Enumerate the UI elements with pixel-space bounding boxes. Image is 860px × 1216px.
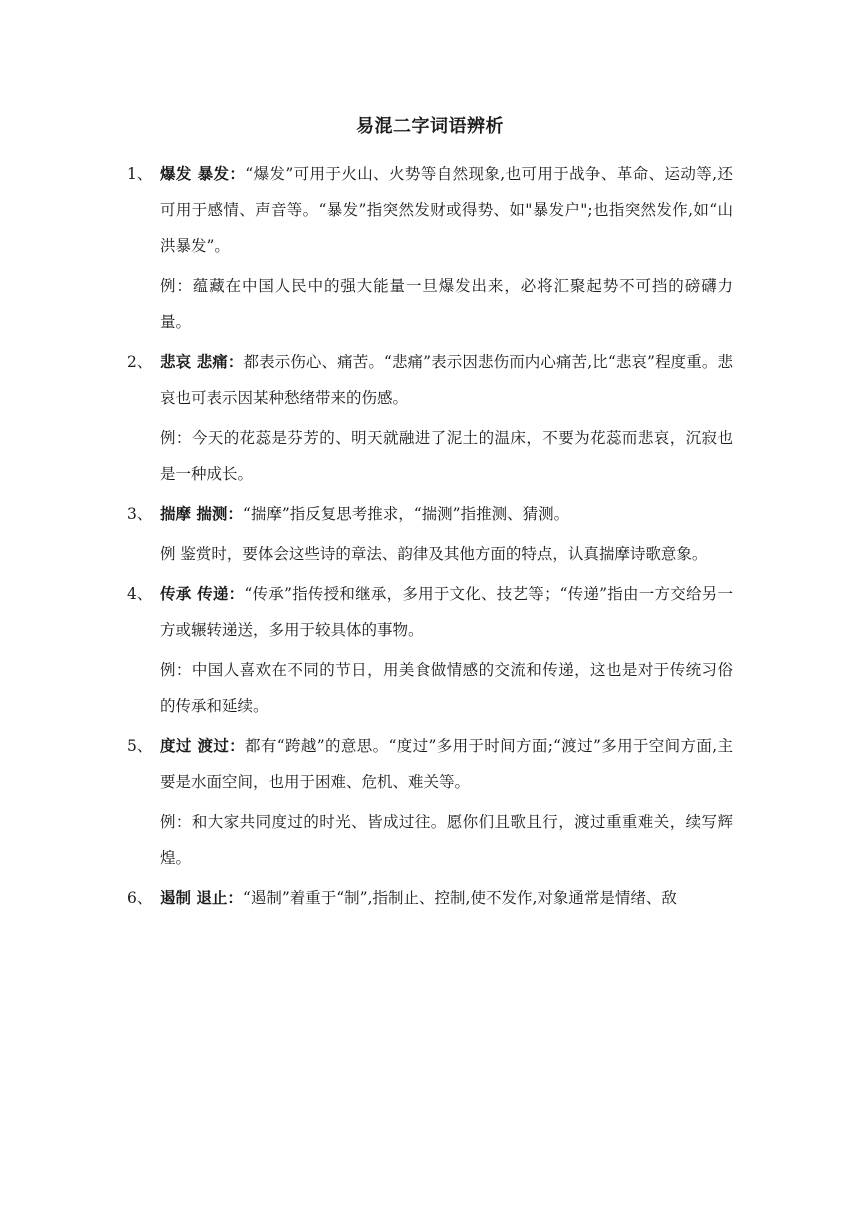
- entry-definition-text: 都表示伤心、痛苦。“悲痛”表示因悲伤而内心痛苦,比“悲哀”程度重。悲哀也可表示因某种愁绪带来的伤感。: [160, 353, 733, 407]
- entry-definition: [160, 576, 733, 648]
- entry-example: 例：今天的花蕊是芬芳的、明天就融进了泥土的温床，不要为花蕊而悲哀，沉寂也是一种成长。: [160, 429, 733, 483]
- entry-definition-text: “遏制”着重于“制”,指制止、控制,使不发作,对象通常是情绪、敌: [242, 889, 677, 907]
- entry-definition-text: “爆发”可用于火山、火势等自然现象,也可用于战争、革命、运动等,还可用于感情、声音等。“暴发”指突然发财或得势、如"暴发户";也指突然发作,如“山洪暴发”。: [160, 165, 733, 255]
- entry-definition: [160, 156, 733, 264]
- entry-4: [127, 576, 733, 724]
- entry-6: [127, 880, 733, 916]
- entry-number: 5、: [127, 737, 153, 755]
- entry-definition-text: 都有“跨越”的意思。“度过”多用于时间方面;“渡过”多用于空间方面,主要是水面空间，也用于困难、危机、难关等。: [160, 737, 733, 791]
- entry-term: 度过 渡过：: [160, 736, 246, 755]
- entry-number: 1、: [127, 165, 153, 183]
- entry-definition-text: “传承”指传授和继承，多用于文化、技艺等；“传递”指由一方交给另一方或辗转递送，多用于较具体的事物。: [160, 585, 733, 639]
- entry-1: [127, 156, 733, 340]
- entry-term: 爆发 暴发：: [160, 164, 246, 183]
- entry-example: 例：和大家共同度过的时光、皆成过往。愿你们且歌且行，渡过重重难关，续写辉煌。: [160, 813, 733, 867]
- entry-example: 例 鉴赏时，要体会这些诗的章法、韵律及其他方面的特点，认真揣摩诗歌意象。: [160, 545, 708, 563]
- entry-5: [127, 728, 733, 876]
- entry-term: 悲哀 悲痛：: [160, 352, 244, 371]
- entry-term: 揣摩 揣测：: [160, 504, 243, 523]
- entry-number: 3、: [127, 505, 153, 523]
- entry-definition: [160, 344, 733, 416]
- entry-definition: [160, 880, 733, 916]
- entry-number: 2、: [127, 353, 153, 371]
- entry-definition: [160, 728, 733, 800]
- entry-number: 4、: [127, 585, 153, 603]
- entry-example: 例：中国人喜欢在不同的节日，用美食做情感的交流和传递，这也是对于传统习俗的传承和延续。: [160, 661, 733, 715]
- entry-list: [127, 156, 733, 916]
- entry-number: 6、: [127, 889, 153, 907]
- entry-2: [127, 344, 733, 492]
- entry-example: 例：蕴藏在中国人民中的强大能量一旦爆发出来，必将汇聚起势不可挡的磅礴力量。: [160, 277, 733, 331]
- entry-definition-text: “揣摩”指反复思考推求，“揣测”指推测、猜测。: [242, 505, 570, 523]
- entry-definition: [160, 496, 733, 532]
- entry-term: 传承 传递：: [160, 584, 245, 603]
- entry-3: [127, 496, 733, 572]
- entry-term: 遏制 退止：: [160, 888, 243, 907]
- document-title: 易混二字词语辨析: [356, 116, 504, 137]
